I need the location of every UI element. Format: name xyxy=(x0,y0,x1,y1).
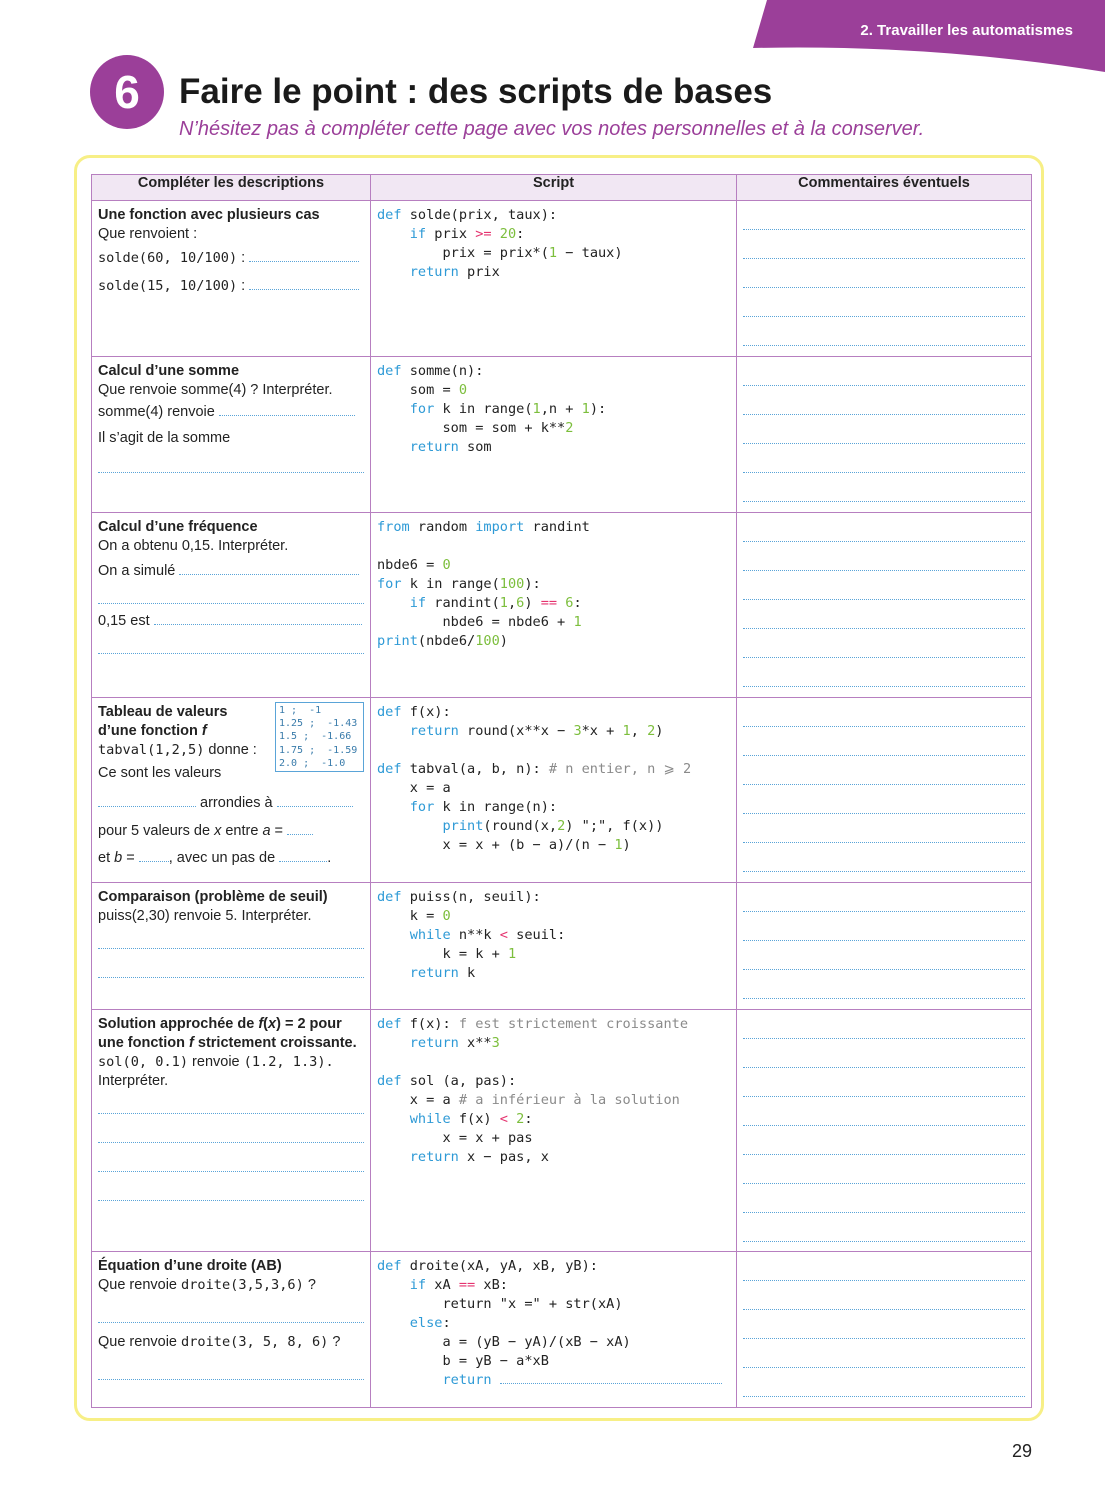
text: une fonction xyxy=(98,1035,190,1051)
description-cell xyxy=(92,357,371,513)
code-text: x = a xyxy=(409,780,451,796)
code-text xyxy=(508,1111,516,1127)
description-cell xyxy=(92,698,371,883)
row-title: Solution approchée de xyxy=(98,1016,259,1032)
code-text: return "x =" + str(xA) xyxy=(442,1296,623,1312)
table-row xyxy=(92,201,1032,357)
row-title: Une fonction avec plusieurs cas xyxy=(98,207,320,223)
keyword: def xyxy=(377,1073,402,1089)
code-text: ) xyxy=(524,595,541,611)
math-var: b xyxy=(114,850,123,866)
keyword: def xyxy=(377,207,402,223)
number: 1 xyxy=(614,837,623,853)
code-text: ) xyxy=(655,723,664,739)
keyword: if xyxy=(409,595,427,611)
keyword: def xyxy=(377,1016,402,1032)
code-text: ,n + xyxy=(540,401,582,417)
operator: < xyxy=(499,1111,508,1127)
question-text: Interpréter. xyxy=(98,1073,169,1089)
call-text: sol(0, 0.1) xyxy=(98,1054,189,1070)
operator: == xyxy=(540,595,558,611)
description-cell xyxy=(92,513,371,698)
code-text: k in range( xyxy=(401,576,500,592)
number: 2 xyxy=(647,723,656,739)
code-text: prix xyxy=(458,264,500,280)
row-title: Calcul d’une somme xyxy=(98,363,240,379)
code-text: nbde6 = nbde6 + xyxy=(442,614,574,630)
code-text: k in range(n): xyxy=(434,799,558,815)
keyword: else xyxy=(409,1315,443,1331)
script-cell xyxy=(371,513,737,698)
number: 6 xyxy=(565,595,574,611)
comment-cell[interactable] xyxy=(737,357,1032,513)
code-text: x = x + (b − a)/(n − xyxy=(442,837,615,853)
answer-field[interactable] xyxy=(98,1091,364,1114)
question-text: On a obtenu 0,15. Interpréter. xyxy=(98,538,289,554)
answer-field[interactable] xyxy=(279,849,327,862)
page-title: Faire le point : des scripts de bases xyxy=(179,72,773,111)
answer-field[interactable] xyxy=(500,1371,722,1384)
answer-prompt: 0,15 est xyxy=(98,613,150,629)
row-title: Comparaison (problème de seuil) xyxy=(98,889,328,905)
answer-field[interactable] xyxy=(98,1114,364,1143)
code-text: som = som + k** xyxy=(442,420,566,436)
code-text: ): xyxy=(524,576,541,592)
script-cell xyxy=(371,357,737,513)
answer-field[interactable] xyxy=(219,403,355,416)
answer-field[interactable] xyxy=(98,926,364,949)
answer-field[interactable] xyxy=(98,1352,364,1380)
answer-prompt: On a simulé xyxy=(98,563,176,579)
answer-field[interactable] xyxy=(98,794,196,807)
code-text: prix = prix*( xyxy=(442,245,549,261)
code-text: k = k + xyxy=(442,946,508,962)
number: 3 xyxy=(491,1035,500,1051)
table-header-row xyxy=(92,175,1032,201)
page-subtitle: N’hésitez pas à compléter cette page avec vos notes personnelles et à la conserver. xyxy=(179,118,925,140)
answer-field[interactable] xyxy=(277,794,353,807)
number: 1 xyxy=(499,595,508,611)
text: . xyxy=(327,850,332,866)
answer-field[interactable] xyxy=(154,612,362,625)
description-cell xyxy=(92,1252,371,1408)
code-text: k = xyxy=(409,908,443,924)
scripts-table xyxy=(91,174,1032,1408)
answer-field[interactable] xyxy=(98,581,364,604)
text: ( xyxy=(263,1016,269,1032)
script-cell xyxy=(371,883,737,1010)
number: 1 xyxy=(581,401,590,417)
number: 6 xyxy=(516,595,525,611)
table-row xyxy=(92,883,1032,1010)
keyword: while xyxy=(409,927,451,943)
number: 0 xyxy=(442,557,451,573)
code-text: randint xyxy=(524,519,590,535)
keyword: while xyxy=(409,1111,451,1127)
number: 100 xyxy=(475,633,500,649)
text: Que renvoie xyxy=(98,1334,182,1350)
math-var: f xyxy=(189,1035,194,1051)
text: Que renvoie xyxy=(98,1277,182,1293)
question-text: Que renvoient : xyxy=(98,226,198,242)
code-text: round(x**x − xyxy=(458,723,574,739)
table-row xyxy=(92,1010,1032,1252)
number: 1 xyxy=(622,723,631,739)
code-text: ) xyxy=(499,633,508,649)
code-text: : xyxy=(516,226,525,242)
answer-field[interactable] xyxy=(98,1172,364,1201)
answer-prompt: Ce sont les valeurs xyxy=(98,765,222,781)
description-cell xyxy=(92,1010,371,1252)
code-text: (round(x, xyxy=(483,818,558,834)
answer-prompt: somme(4) renvoie xyxy=(98,404,215,420)
script-cell xyxy=(371,1010,737,1252)
text: et xyxy=(98,850,115,866)
code-text: ): xyxy=(589,401,607,417)
math-var: f xyxy=(201,723,207,739)
answer-field[interactable] xyxy=(287,822,313,835)
number: 0 xyxy=(442,908,451,924)
number: 1 xyxy=(573,614,582,630)
code-text: : xyxy=(573,595,582,611)
answer-field[interactable] xyxy=(98,949,364,978)
answer-field[interactable] xyxy=(249,249,359,262)
operator: == xyxy=(458,1277,476,1293)
keyword: return xyxy=(409,965,459,981)
code-text: (nbde6/ xyxy=(417,633,476,649)
number: 2 xyxy=(557,818,566,834)
keyword: def xyxy=(377,363,402,379)
keyword: return xyxy=(409,439,459,455)
code-comment: f est strictement croissante xyxy=(458,1016,689,1032)
number: 20 xyxy=(499,226,517,242)
code-text: ) ";", f(x)) xyxy=(565,818,664,834)
comment-cell[interactable] xyxy=(737,883,1032,1010)
code-text: f(x) xyxy=(450,1111,500,1127)
number: 0 xyxy=(458,382,468,398)
description-cell xyxy=(92,883,371,1010)
colon-text: : xyxy=(237,278,246,294)
code-text: prix xyxy=(426,226,476,242)
text: donne : xyxy=(204,742,257,758)
text: pour 5 valeurs de xyxy=(98,823,215,839)
code-text: xA xyxy=(426,1277,459,1293)
code-text: som = xyxy=(409,382,459,398)
number: 1 xyxy=(532,401,541,417)
code-text: : xyxy=(442,1315,451,1331)
code-text: n**k xyxy=(450,927,500,943)
code-text: , xyxy=(507,595,517,611)
page-number: 29 xyxy=(1012,1441,1033,1461)
code-text: x = x + pas xyxy=(442,1130,533,1146)
answer-field[interactable] xyxy=(139,849,169,862)
question-text: puiss(2,30) renvoie 5. Interpréter. xyxy=(98,908,312,924)
comment-cell[interactable] xyxy=(737,1252,1032,1408)
code-text: f(x): xyxy=(401,1016,459,1032)
answer-field[interactable] xyxy=(98,631,364,654)
script-cell xyxy=(371,698,737,883)
text: ? xyxy=(328,1334,341,1350)
text: = xyxy=(270,823,288,839)
math-var: x xyxy=(214,823,222,839)
code-text: sol (a, pas): xyxy=(401,1073,517,1089)
code-text: tabval(a, b, n): xyxy=(401,761,549,777)
code-text: droite(xA, yA, xB, yB): xyxy=(401,1258,598,1274)
section-tab-label: 2. Travailler les automatismes xyxy=(860,22,1073,39)
keyword: return xyxy=(409,1035,459,1051)
keyword: import xyxy=(475,519,525,535)
row-title: Calcul d’une fréquence xyxy=(98,519,258,535)
keyword: def xyxy=(377,889,402,905)
code-text: *x + xyxy=(581,723,623,739)
number: 100 xyxy=(499,576,525,592)
call-text: tabval(1,2,5) xyxy=(98,742,205,758)
code-text: k xyxy=(458,965,476,981)
keyword: print xyxy=(442,818,484,834)
script-cell xyxy=(371,1252,737,1408)
code-comment: # n entier, n ⩾ 2 xyxy=(548,761,692,777)
code-text: xB: xyxy=(475,1277,508,1293)
math-var: x xyxy=(268,1016,277,1032)
operator: < xyxy=(499,927,508,943)
call-text: solde(15, 10/100) xyxy=(98,278,238,294)
keyword: from xyxy=(377,519,410,535)
code-text: : xyxy=(524,1111,533,1127)
header-script: Script xyxy=(371,175,737,201)
code-text: ) xyxy=(622,837,631,853)
code-text: somme(n): xyxy=(401,363,484,379)
number: 3 xyxy=(573,723,582,739)
text: , avec un pas de xyxy=(168,850,276,866)
code-text: x = a xyxy=(409,1092,459,1108)
math-var: f xyxy=(258,1016,264,1032)
code-text: f(x): xyxy=(401,704,451,720)
code-text: b = yB − a*xB xyxy=(442,1353,549,1369)
table-row xyxy=(92,513,1032,698)
call-text: solde(60, 10/100) xyxy=(98,250,238,266)
code-text: seuil: xyxy=(507,927,566,943)
code-text: som xyxy=(458,439,492,455)
answer-prompt: Il s’agit de la somme xyxy=(98,430,231,446)
code-text: k in range( xyxy=(434,401,533,417)
keyword: for xyxy=(377,576,402,592)
code-comment: # a inférieur à la solution xyxy=(458,1092,680,1108)
answer-field[interactable] xyxy=(249,277,359,290)
row-title: d’une fonction xyxy=(98,723,198,739)
number: 1 xyxy=(507,946,517,962)
code-text: solde(prix, taux): xyxy=(401,207,558,223)
keyword: def xyxy=(377,704,402,720)
call-text: droite(3,5,3,6) xyxy=(181,1277,304,1293)
code-text: x − pas, x xyxy=(458,1149,549,1165)
keyword: return xyxy=(409,723,459,739)
table-row xyxy=(92,1252,1032,1408)
answer-prompt: arrondies à xyxy=(200,795,273,811)
row-title: Équation d’une droite (AB) xyxy=(98,1258,282,1274)
console-output: 1 ; -1 1.25 ; -1.43 1.5 ; -1.66 1.75 ; -1.59 2.0 ; -1.0 xyxy=(275,702,364,772)
operator: >= xyxy=(475,226,492,242)
keyword: def xyxy=(377,1258,402,1274)
keyword: for xyxy=(409,401,435,417)
header-comments: Commentaires éventuels xyxy=(737,175,1032,201)
text: ? xyxy=(303,1277,316,1293)
description-cell xyxy=(92,201,371,357)
section-tab xyxy=(753,0,1105,72)
answer-field[interactable] xyxy=(98,448,364,473)
keyword: if xyxy=(409,1277,427,1293)
comment-cell[interactable] xyxy=(737,698,1032,883)
keyword: return xyxy=(409,1149,459,1165)
code-text: randint( xyxy=(426,595,500,611)
question-text: Que renvoie somme(4) ? Interpréter. xyxy=(98,382,333,398)
comment-cell[interactable] xyxy=(737,1010,1032,1252)
answer-field[interactable] xyxy=(98,1143,364,1172)
code-text: nbde6 = xyxy=(377,557,443,573)
code-text: random xyxy=(409,519,476,535)
math-var: a xyxy=(262,823,271,839)
text: ) = 2 pour xyxy=(276,1016,342,1032)
header-descriptions: Compléter les descriptions xyxy=(92,175,371,201)
text: entre xyxy=(221,823,263,839)
number: 2 xyxy=(565,420,574,436)
comment-cell[interactable] xyxy=(737,513,1032,698)
section-number-badge: 6 xyxy=(90,55,164,129)
table-row xyxy=(92,698,1032,883)
text: = xyxy=(122,850,139,866)
code-text: − taux) xyxy=(557,245,623,261)
call-text: (1.2, 1.3). xyxy=(243,1054,334,1070)
call-text: droite(3, 5, 8, 6) xyxy=(181,1334,329,1350)
number: 1 xyxy=(548,245,558,261)
answer-field[interactable] xyxy=(98,1295,364,1323)
keyword: return xyxy=(409,264,459,280)
answer-field[interactable] xyxy=(179,562,359,575)
code-text: a = (yB − yA)/(xB − xA) xyxy=(442,1334,631,1350)
row-title: Tableau de valeurs xyxy=(98,704,228,720)
keyword: if xyxy=(409,226,427,242)
number: 2 xyxy=(516,1111,525,1127)
text: renvoie xyxy=(188,1054,244,1070)
colon-text: : xyxy=(237,250,246,266)
keyword: def xyxy=(377,761,402,777)
code-text: , xyxy=(630,723,648,739)
keyword: for xyxy=(409,799,435,815)
code-text: puiss(n, seuil): xyxy=(401,889,541,905)
table-row xyxy=(92,357,1032,513)
text: strictement croissante. xyxy=(193,1035,357,1051)
keyword: return xyxy=(442,1372,492,1388)
script-cell xyxy=(371,201,737,357)
keyword: print xyxy=(377,633,418,649)
comment-cell[interactable] xyxy=(737,201,1032,357)
code-text: x** xyxy=(458,1035,492,1051)
